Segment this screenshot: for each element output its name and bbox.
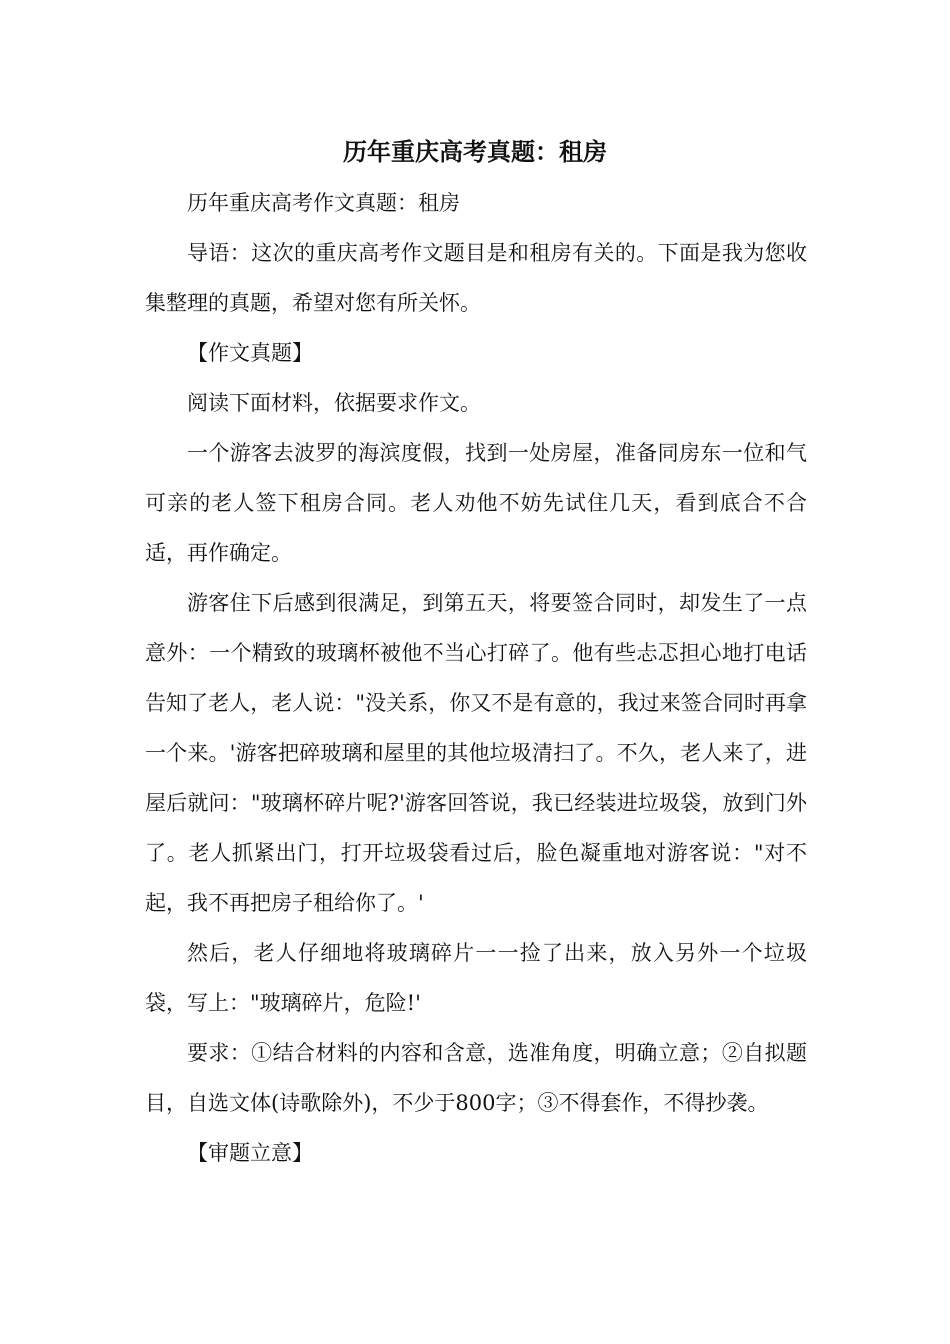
intro-paragraph: 导语：这次的重庆高考作文题目是和租房有关的。下面是我为您收集整理的真题，希望对您有所关怀。: [145, 241, 807, 315]
instruction-paragraph: 阅读下面材料，依据要求作文。: [187, 391, 481, 415]
story-paragraph-3: 然后，老人仔细地将玻璃碎片一一捡了出来，放入另外一个垃圾袋，写上："玻璃碎片，危险!': [145, 941, 807, 1015]
document-title: 历年重庆高考真题：租房: [343, 137, 607, 166]
requirements-paragraph: 要求：①结合材料的内容和含意，选准角度，明确立意；②自拟题目，自选文体(诗歌除外)，不少于800字；③不得套作，不得抄袭。: [145, 1041, 807, 1115]
section-heading-analysis: 【审题立意】: [187, 1141, 313, 1165]
document-body: [145, 178, 807, 1178]
section-heading-essay-question: 【作文真题】: [187, 341, 313, 365]
subtitle-paragraph: 历年重庆高考作文真题：租房: [187, 191, 460, 215]
story-paragraph-2: 游客住下后感到很满足，到第五天，将要签合同时，却发生了一点意外：一个精致的玻璃杯被他不当心打碎了。他有些忐忑担心地打电话告知了老人，老人说："没关系，你又不是有意的，我过来签合同时再拿一个来。'游客把碎玻璃和屋里的其他垃圾清扫了。不久，老人来了，进屋后就问："玻璃杯碎片呢?'游客回答说，我已经装进垃圾袋，放到门外了。老人抓紧出门，打开垃圾袋看过后，脸色凝重地对游客说："对不起，我不再把房子租给你了。': [145, 591, 807, 915]
story-paragraph-1: 一个游客去波罗的海滨度假，找到一处房屋，准备同房东一位和气可亲的老人签下租房合同。老人劝他不妨先试住几天，看到底合不合适，再作确定。: [145, 441, 807, 565]
